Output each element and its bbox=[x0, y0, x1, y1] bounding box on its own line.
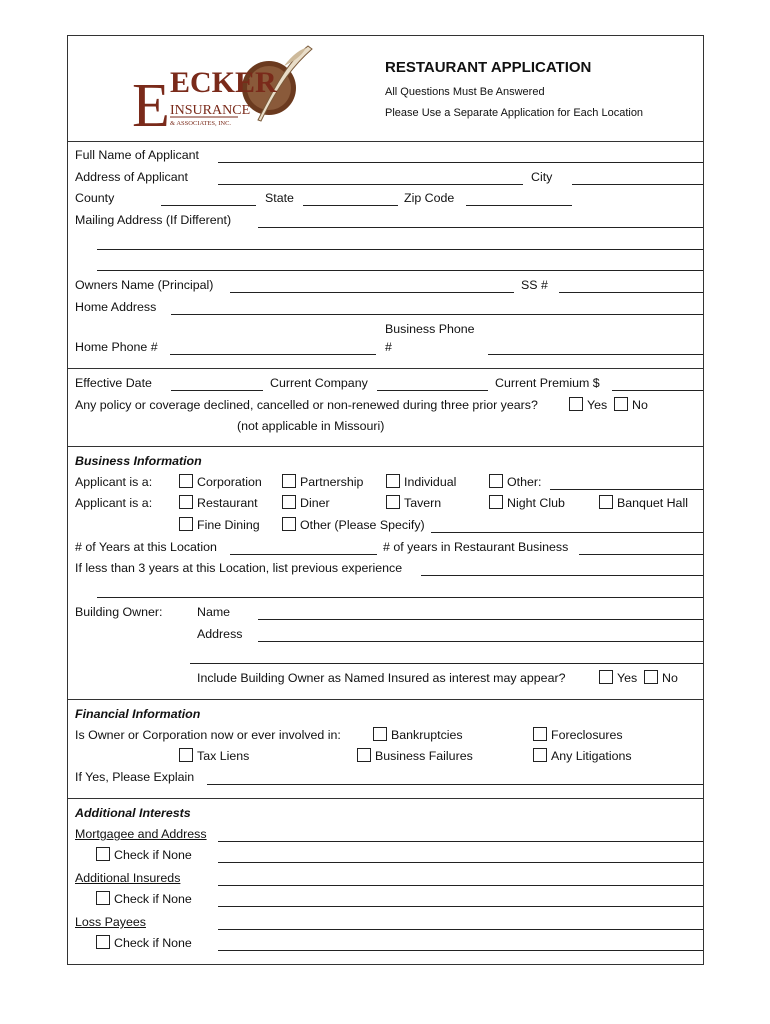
applicant-is-label: Applicant is a: bbox=[75, 475, 153, 489]
night-club-checkbox[interactable] bbox=[489, 495, 503, 509]
home-phone-field[interactable] bbox=[170, 354, 376, 355]
svg-text:INSURANCE: INSURANCE bbox=[170, 103, 251, 118]
instruction-2: Please Use a Separate Application for Each Location bbox=[385, 107, 644, 119]
mortgagee-field-2[interactable] bbox=[218, 862, 703, 863]
full-name-label: Full Name of Applicant bbox=[75, 148, 199, 162]
banquet-hall-label: Banquet Hall bbox=[617, 496, 688, 510]
tavern-label: Tavern bbox=[404, 496, 442, 510]
explain-label: If Yes, Please Explain bbox=[75, 770, 195, 784]
business-failures-label: Business Failures bbox=[375, 749, 473, 763]
owner-address-label: Address bbox=[197, 627, 243, 641]
include-yes-label: Yes bbox=[617, 671, 638, 685]
tax-liens-label: Tax Liens bbox=[197, 749, 250, 763]
insureds-label: Additional Insureds bbox=[75, 871, 181, 885]
diner-checkbox[interactable] bbox=[282, 495, 296, 509]
mortgagee-field-1[interactable] bbox=[218, 841, 703, 842]
include-yes-checkbox[interactable] bbox=[599, 670, 613, 684]
owner-address-field-2[interactable] bbox=[190, 663, 703, 664]
business-phone-label: Business Phone bbox=[385, 322, 475, 336]
mailing-label: Mailing Address (If Different) bbox=[75, 213, 232, 227]
bankruptcies-label: Bankruptcies bbox=[391, 728, 463, 742]
home-address-field[interactable] bbox=[171, 314, 703, 315]
form-title: RESTAURANT APPLICATION bbox=[385, 59, 592, 76]
other-specify-label: Other (Please Specify) bbox=[300, 518, 425, 532]
mailing-field-3[interactable] bbox=[97, 270, 703, 271]
partnership-checkbox[interactable] bbox=[282, 474, 296, 488]
owner-name-label: Name bbox=[197, 605, 231, 619]
mortgagee-none-label: Check if None bbox=[114, 848, 192, 862]
mortgagee-none-checkbox[interactable] bbox=[96, 847, 110, 861]
building-owner-label: Building Owner: bbox=[75, 605, 163, 619]
declined-no-label: No bbox=[632, 398, 648, 412]
state-label: State bbox=[265, 191, 294, 205]
owner-address-field-1[interactable] bbox=[258, 641, 703, 642]
divider bbox=[67, 141, 704, 142]
business-heading: Business Information bbox=[75, 454, 202, 468]
years-location-label: # of Years at this Location bbox=[75, 540, 217, 554]
divider bbox=[67, 368, 704, 369]
insureds-field-1[interactable] bbox=[218, 885, 703, 886]
home-phone-label: Home Phone # bbox=[75, 340, 158, 354]
restaurant-label: Restaurant bbox=[197, 496, 258, 510]
explain-field[interactable] bbox=[207, 784, 703, 785]
night-club-label: Night Club bbox=[507, 496, 565, 510]
svg-text:& ASSOCIATES, INC.: & ASSOCIATES, INC. bbox=[170, 120, 232, 127]
fine-dining-checkbox[interactable] bbox=[179, 517, 193, 531]
company-field[interactable] bbox=[377, 390, 488, 391]
other-specify-checkbox[interactable] bbox=[282, 517, 296, 531]
declined-no-checkbox[interactable] bbox=[614, 397, 628, 411]
banquet-hall-checkbox[interactable] bbox=[599, 495, 613, 509]
premium-label: Current Premium $ bbox=[495, 376, 600, 390]
bankruptcies-checkbox[interactable] bbox=[373, 727, 387, 741]
partnership-label: Partnership bbox=[300, 475, 364, 489]
svg-text:ECKER: ECKER bbox=[170, 66, 277, 99]
divider bbox=[67, 699, 704, 700]
other-type-label: Other: bbox=[507, 475, 542, 489]
fine-dining-label: Fine Dining bbox=[197, 518, 260, 532]
divider bbox=[67, 798, 704, 799]
years-business-label: # of years in Restaurant Business bbox=[383, 540, 569, 554]
payees-none-label: Check if None bbox=[114, 936, 192, 950]
city-field[interactable] bbox=[572, 184, 703, 185]
business-failures-checkbox[interactable] bbox=[357, 748, 371, 762]
effective-field[interactable] bbox=[171, 390, 263, 391]
mailing-field-2[interactable] bbox=[97, 249, 703, 250]
other-type-field[interactable] bbox=[550, 489, 703, 490]
additional-heading: Additional Interests bbox=[75, 806, 191, 820]
years-business-field[interactable] bbox=[579, 554, 703, 555]
zip-label: Zip Code bbox=[404, 191, 455, 205]
payees-field-1[interactable] bbox=[218, 929, 703, 930]
zip-field[interactable] bbox=[466, 205, 572, 206]
payees-none-checkbox[interactable] bbox=[96, 935, 110, 949]
restaurant-checkbox[interactable] bbox=[179, 495, 193, 509]
business-phone-hash: # bbox=[385, 340, 392, 354]
county-label: County bbox=[75, 191, 115, 205]
experience-field-2[interactable] bbox=[97, 597, 703, 598]
county-field[interactable] bbox=[161, 205, 256, 206]
include-no-label: No bbox=[662, 671, 678, 685]
years-location-field[interactable] bbox=[230, 554, 377, 555]
missouri-note: (not applicable in Missouri) bbox=[237, 419, 385, 433]
ecker-logo bbox=[130, 40, 315, 132]
mortgagee-label: Mortgagee and Address bbox=[75, 827, 207, 841]
foreclosures-label: Foreclosures bbox=[551, 728, 623, 742]
declined-question: Any policy or coverage declined, cancelled or non-renewed during three prior years? bbox=[75, 398, 538, 412]
home-address-label: Home Address bbox=[75, 300, 157, 314]
declined-yes-label: Yes bbox=[587, 398, 608, 412]
tax-liens-checkbox[interactable] bbox=[179, 748, 193, 762]
address-label: Address of Applicant bbox=[75, 170, 188, 184]
svg-text:E: E bbox=[132, 72, 170, 132]
full-name-field[interactable] bbox=[218, 162, 703, 163]
company-label: Current Company bbox=[270, 376, 368, 390]
insureds-field-2[interactable] bbox=[218, 906, 703, 907]
individual-checkbox[interactable] bbox=[386, 474, 400, 488]
litigations-checkbox[interactable] bbox=[533, 748, 547, 762]
declined-yes-checkbox[interactable] bbox=[569, 397, 583, 411]
premium-field[interactable] bbox=[612, 390, 703, 391]
business-phone-field[interactable] bbox=[488, 354, 703, 355]
applicant-is-label-2: Applicant is a: bbox=[75, 496, 153, 510]
other-type-checkbox[interactable] bbox=[489, 474, 503, 488]
individual-label: Individual bbox=[404, 475, 457, 489]
payees-field-2[interactable] bbox=[218, 950, 703, 951]
ss-label: SS # bbox=[521, 278, 548, 292]
owners-field[interactable] bbox=[230, 292, 514, 293]
less-than-label: If less than 3 years at this Location, list previous experience bbox=[75, 561, 403, 575]
experience-field-1[interactable] bbox=[421, 575, 703, 576]
divider bbox=[67, 446, 704, 447]
ss-field[interactable] bbox=[559, 292, 703, 293]
state-field[interactable] bbox=[303, 205, 398, 206]
effective-label: Effective Date bbox=[75, 376, 152, 390]
payees-label: Loss Payees bbox=[75, 915, 146, 929]
litigations-label: Any Litigations bbox=[551, 749, 632, 763]
involved-question: Is Owner or Corporation now or ever involved in: bbox=[75, 728, 341, 742]
financial-heading: Financial Information bbox=[75, 707, 201, 721]
instruction-1: All Questions Must Be Answered bbox=[385, 86, 545, 98]
diner-label: Diner bbox=[300, 496, 330, 510]
corporation-checkbox[interactable] bbox=[179, 474, 193, 488]
other-specify-field[interactable] bbox=[431, 532, 703, 533]
include-owner-question: Include Building Owner as Named Insured as interest may appear? bbox=[197, 671, 566, 685]
foreclosures-checkbox[interactable] bbox=[533, 727, 547, 741]
mailing-field-1[interactable] bbox=[258, 227, 703, 228]
include-no-checkbox[interactable] bbox=[644, 670, 658, 684]
city-label: City bbox=[531, 170, 553, 184]
insureds-none-checkbox[interactable] bbox=[96, 891, 110, 905]
owner-name-field[interactable] bbox=[258, 619, 703, 620]
insureds-none-label: Check if None bbox=[114, 892, 192, 906]
owners-label: Owners Name (Principal) bbox=[75, 278, 214, 292]
tavern-checkbox[interactable] bbox=[386, 495, 400, 509]
corporation-label: Corporation bbox=[197, 475, 262, 489]
address-field[interactable] bbox=[218, 184, 523, 185]
